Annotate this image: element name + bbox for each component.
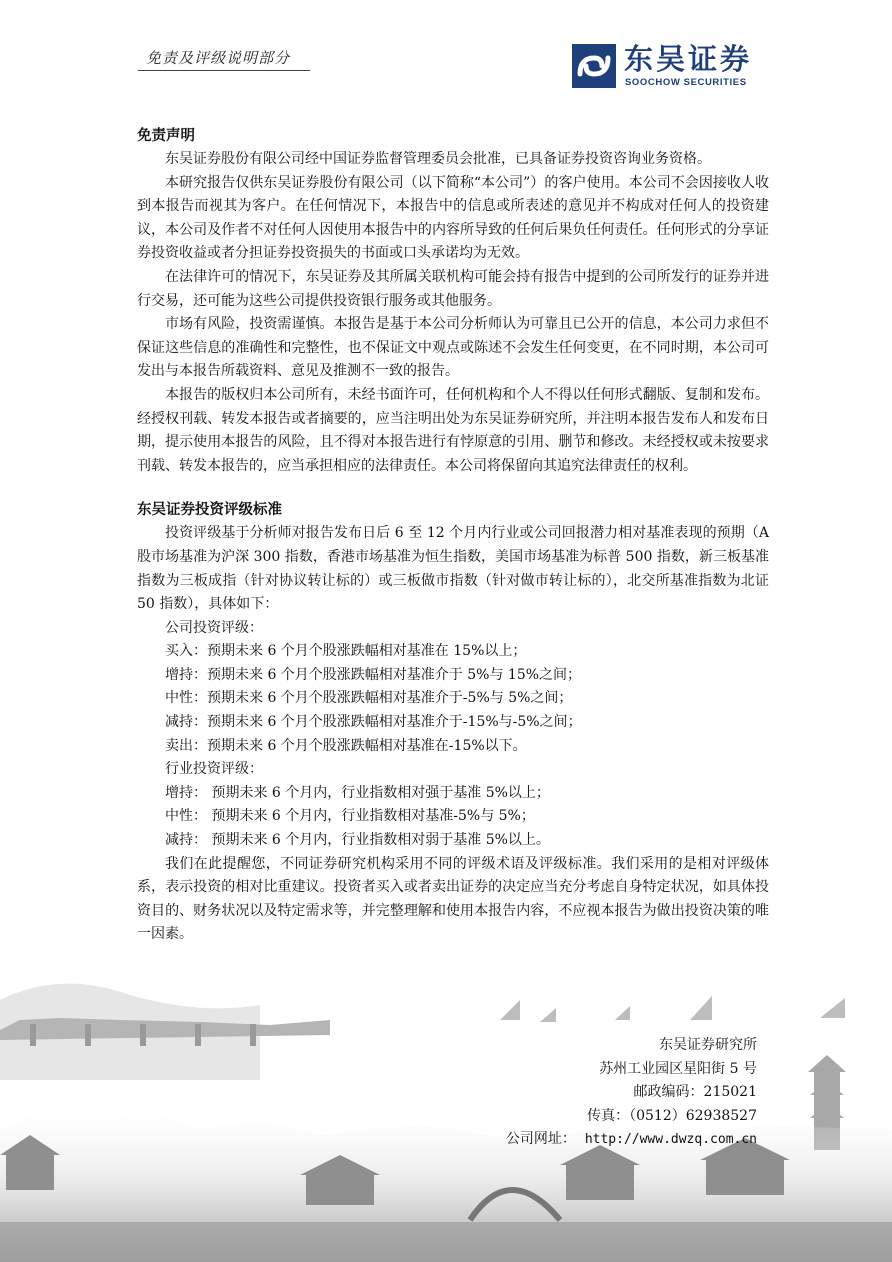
website-label: 公司网址：: [505, 1131, 576, 1148]
company-logo: [572, 42, 772, 92]
rating-intro: 投资评级基于分析师对报告发布日后 6 至 12 个月内行业或公司回报潜力相对基准表现的预期（A 股市场基准为沪深 300 指数，香港市场基准为恒生指数，美国市场基准为标普 500 指数，新三板基准指数为三板成指（针对协议转让标的）或三板做市指数（针对做市转让标的），北交所基准指数为北证 50 指数），具体如下：: [137, 525, 769, 613]
logo-chinese-name: 东吴证券: [624, 42, 753, 76]
company-rating-item: 减持：预期未来 6 个月个股涨跌幅相对基准介于-15%与-5%之间；: [165, 714, 582, 731]
contact-org: 东吴证券研究所: [659, 1037, 757, 1053]
rating-title: 东吴证券投资评级标准: [137, 501, 282, 519]
header-divider: [138, 70, 310, 71]
contact-website-row: [506, 1128, 757, 1152]
industry-rating-heading: 行业投资评级：: [165, 761, 263, 778]
disclaimer-paragraph: 本报告的版权归本公司所有，未经书面许可，任何机构和个人不得以任何形式翻版、复制和发布。经授权刊载、转发本报告或者摘要的，应当注明出处为东吴证券研究所，并注明本报告发布人和发布日期，提示使用本报告的风险，且不得对本报告进行有悖原意的引用、删节和修改。未经授权或未按要求刊载、转发本报告的，应当承担相应的法律责任。本公司将保留向其追究法律责任的权利。: [137, 386, 769, 474]
industry-rating-item: 减持： 预期未来 6 个月内，行业指数相对弱于基准 5%以上。: [165, 832, 550, 849]
website-link[interactable]: http://www.dwzq.com.cn: [584, 1132, 757, 1148]
industry-rating-item: 增持： 预期未来 6 个月内，行业指数相对强于基准 5%以上；: [165, 784, 550, 801]
company-rating-item: 买入：预期未来 6 个月个股涨跌幅相对基准在 15%以上；: [165, 643, 527, 660]
disclaimer-paragraph: 在法律许可的情况下，东吴证券及其所属关联机构可能会持有报告中提到的公司所发行的证券并进行交易，还可能为这些公司提供投资银行服务或其他服务。: [137, 268, 769, 309]
logo-english-name: SOOCHOW SECURITIES: [625, 77, 747, 88]
soochow-logo-icon: [572, 44, 616, 88]
contact-block: [506, 1034, 757, 1152]
industry-rating-item: 中性： 预期未来 6 个月内，行业指数相对基准-5%与 5%；: [165, 808, 535, 825]
disclaimer-paragraph: 本研究报告仅供东吴证券股份有限公司（以下简称“本公司”）的客户使用。本公司不会因接收人收到本报告而视其为客户。在任何情况下，本报告中的信息或所表述的意见并不构成对任何人的投资建议，本公司及作者不对任何人因使用本报告中的内容所导致的任何后果负任何责任。任何形式的分享证券投资收益或者分担证券投资损失的书面或口头承诺均为无效。: [137, 174, 769, 262]
contact-postcode: 邮政编码：215021: [633, 1084, 757, 1101]
company-rating-item: 卖出：预期未来 6 个月个股涨跌幅相对基准在-15%以下。: [165, 737, 527, 754]
contact-fax: 传真：（0512）62938527: [587, 1107, 757, 1124]
disclaimer-paragraph: 东吴证券股份有限公司经中国证券监督管理委员会批准，已具备证券投资咨询业务资格。: [165, 151, 711, 167]
company-rating-item: 增持：预期未来 6 个月个股涨跌幅相对基准介于 5%与 15%之间；: [165, 666, 582, 683]
disclaimer-title: 免责声明: [137, 127, 195, 144]
contact-address: 苏州工业园区星阳街 5 号: [599, 1060, 757, 1077]
company-rating-heading: 公司投资评级：: [165, 619, 263, 636]
disclaimer-paragraph: 市场有风险，投资需谨慎。本报告是基于本公司分析师认为可靠且已公开的信息，本公司力求但不保证这些信息的准确性和完整性，也不保证文中观点或陈述不会发生任何变更，在不同时期，本公司可发出与本报告所载资料、意见及推测不一致的报告。: [137, 316, 769, 380]
rating-closing: 我们在此提醒您，不同证券研究机构采用不同的评级术语及评级标准。我们采用的是相对评级体系，表示投资的相对比重建议。投资者买入或者卖出证券的决定应当充分考虑自身特定状况，如具体投资目的、财务状况以及特定需求等，并完整理解和使用本报告内容，不应视本报告为做出投资决策的唯一因素。: [137, 855, 769, 943]
company-rating-item: 中性：预期未来 6 个月个股涨跌幅相对基准介于-5%与 5%之间；: [165, 690, 573, 707]
scenery-illustration: [0, 960, 892, 1262]
header-title: 免责及评级说明部分: [146, 49, 291, 67]
document-body: [137, 124, 769, 947]
